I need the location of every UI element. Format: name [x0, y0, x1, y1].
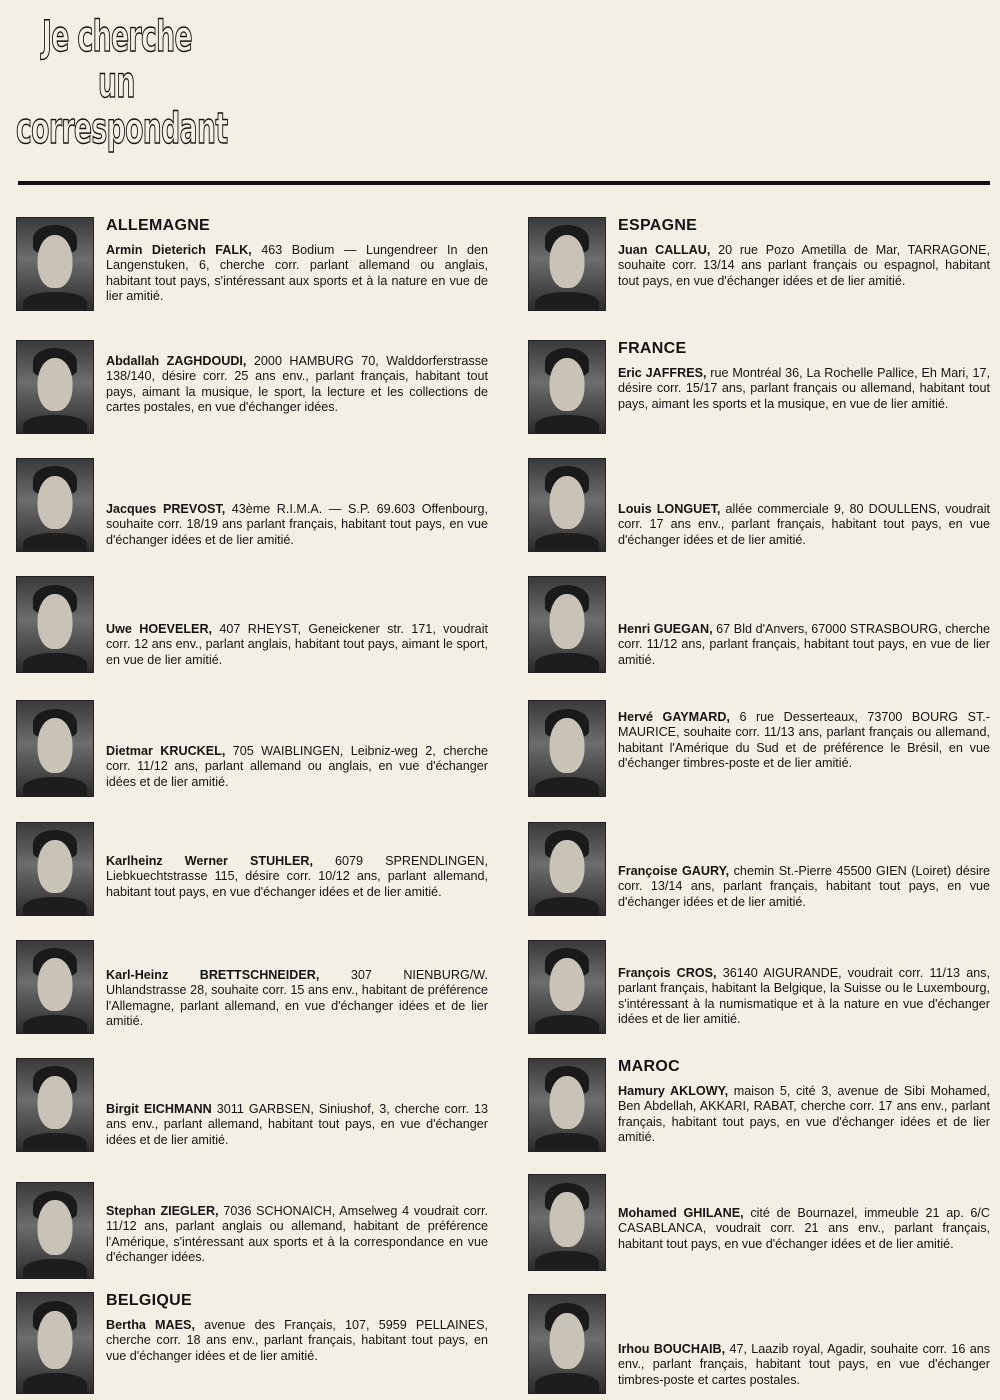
listing-details: 463 Bodium — Lungendreer In den Langenstuken, 6, cherche corr. parlant allemand ou anglais, habitant tout pays, s'intéressant aux sports et à la nature en vue de lier amitié.	[106, 243, 488, 304]
portrait-photo	[528, 1294, 606, 1394]
person-name: Abdallah ZAGHDOUDI,	[106, 354, 247, 368]
portrait-shoulders	[535, 1015, 599, 1034]
portrait-shoulders	[23, 1373, 87, 1394]
country-heading: ALLEMAGNE	[106, 217, 211, 234]
portrait-photo	[528, 340, 606, 434]
listing-details: 307 NIENBURG/W. Uhlandstrasse 28, souhaite corr. 15 ans env., habitant de préférence l'Allemagne, parlant allemand, en vue d'échanger idées et de lier amitié.	[106, 968, 488, 1029]
portrait-face	[38, 1311, 73, 1369]
portrait-photo	[528, 1058, 606, 1152]
portrait-photo	[16, 217, 94, 311]
listing-text	[106, 217, 488, 305]
portrait-face	[38, 1200, 73, 1255]
portrait-face	[550, 840, 585, 893]
portrait-face	[550, 958, 585, 1011]
title-line-1: Je cherche	[42, 12, 192, 62]
person-name: Louis LONGUET,	[618, 502, 721, 516]
portrait-photo	[528, 940, 606, 1034]
listing-body	[618, 966, 990, 1028]
listing-body	[106, 1318, 488, 1364]
person-name: Mohamed GHILANE,	[618, 1206, 744, 1220]
listing-details: 20 rue Pozo Ametilla de Mar, TARRAGONE, souhaite corr. 13/14 ans parlant français ou espagnol, habitant tout pays, en vue d'échanger idées et de lier amitié.	[618, 243, 991, 288]
listing-details: rue Montréal 36, La Rochelle Pallice, Eh Mari, 17, désire corr. 15/17 ans, parlant français ou allemand, habitant tout pays, aimant les sports et la musique, en vue de lier amitié.	[618, 366, 991, 411]
portrait-photo	[528, 458, 606, 552]
listing-body	[618, 366, 990, 412]
header-divider	[18, 181, 990, 185]
listing-text	[618, 966, 990, 1028]
country-heading: MAROC	[618, 1058, 680, 1075]
person-name: Bertha MAES,	[106, 1318, 195, 1332]
portrait-shoulders	[23, 777, 87, 797]
listing-text	[106, 1292, 488, 1364]
person-name: Hervé GAYMARD,	[618, 710, 730, 724]
country-heading: FRANCE	[618, 340, 687, 357]
listing-details: 67 Bld d'Anvers, 67000 STRASBOURG, cherche corr. 11/12 ans, parlant français, habitant tout pays, en vue de lier amitié.	[618, 622, 990, 667]
listing-text	[106, 854, 488, 900]
listing-text	[618, 217, 990, 289]
listing-text	[618, 622, 990, 668]
listing-body	[618, 502, 990, 548]
listing-text	[618, 710, 990, 772]
portrait-photo	[16, 1292, 94, 1394]
portrait-shoulders	[535, 1251, 599, 1271]
listing-details: allée commerciale 9, 80 DOULLENS, voudrait corr. 17 ans env., parlant français, habitant tout pays, en vue d'échanger idées et de lier amitié.	[618, 502, 991, 547]
portrait-face	[550, 476, 585, 529]
portrait-face	[38, 594, 73, 649]
listing-body	[618, 1206, 990, 1252]
listing-details: avenue des Français, 107, 5959 PELLAINES, cherche corr. 18 ans env., parlant français, habitant tout pays, en vue d'échanger idées et de lier amitié.	[106, 1318, 488, 1363]
portrait-shoulders	[535, 415, 599, 434]
listing-details: 3011 GARBSEN, Siniushof, 3, cherche corr. 13 ans env., parlant allemand, habitant tout pays, en vue d'échanger idées et de lier amitié.	[106, 1102, 488, 1147]
portrait-shoulders	[23, 653, 87, 673]
portrait-photo	[528, 700, 606, 797]
portrait-photo	[16, 576, 94, 673]
portrait-shoulders	[535, 533, 599, 552]
portrait-shoulders	[535, 653, 599, 673]
listing-body	[618, 864, 990, 910]
portrait-face	[550, 718, 585, 773]
portrait-face	[38, 718, 73, 773]
listing-text	[618, 340, 990, 412]
portrait-photo	[16, 1058, 94, 1152]
portrait-face	[38, 476, 73, 529]
listing-text	[106, 968, 488, 1030]
portrait-shoulders	[535, 777, 599, 797]
listing-body	[106, 1204, 488, 1266]
listing-details: 43ème R.I.M.A. — S.P. 69.603 Offenbourg, souhaite corr. 18/19 ans parlant français, habitant tout pays, en vue d'échanger idées et de lier amitié.	[106, 502, 488, 547]
person-name: Karl-Heinz BRETTSCHNEIDER,	[106, 968, 320, 982]
portrait-face	[38, 358, 73, 411]
listing-body	[106, 622, 488, 668]
portrait-shoulders	[535, 1133, 599, 1152]
country-heading: BELGIQUE	[106, 1292, 192, 1309]
portrait-photo	[16, 822, 94, 916]
listing-details: 7036 SCHONAICH, Amselweg 4 voudrait corr. 11/12 ans, parlant anglais ou allemand, habitant de préférence l'Amérique, s'intéressant aux sports et à la correspondance en vue d'échanger idées.	[106, 1204, 488, 1265]
person-name: Armin Dieterich FALK,	[106, 243, 252, 257]
portrait-shoulders	[535, 897, 599, 916]
portrait-face	[38, 1076, 73, 1129]
listing-text	[106, 744, 488, 790]
listing-body	[618, 710, 990, 772]
portrait-face	[550, 1192, 585, 1247]
listing-body	[106, 968, 488, 1030]
portrait-photo	[528, 217, 606, 311]
portrait-photo	[528, 822, 606, 916]
portrait-photo	[16, 458, 94, 552]
listing-body	[106, 854, 488, 900]
listing-text	[618, 502, 990, 548]
listing-text	[618, 1206, 990, 1252]
listing-text	[106, 1204, 488, 1266]
portrait-shoulders	[23, 897, 87, 916]
portrait-photo	[528, 1174, 606, 1271]
listing-body	[618, 1342, 990, 1388]
listing-body	[106, 744, 488, 790]
listing-details: maison 5, cité 3, avenue de Sibi Mohamed, Ben Abdellah, AKKARI, RABAT, cherche corr. 17 ans env., parlant français, habitant tout pays, en vue d'échanger idées et de lier amitié.	[618, 1084, 990, 1145]
portrait-photo	[16, 1182, 94, 1279]
person-name: Birgit EICHMANN	[106, 1102, 212, 1116]
person-name: Eric JAFFRES,	[618, 366, 707, 380]
listing-text	[618, 864, 990, 910]
listing-body	[106, 502, 488, 548]
person-name: Dietmar KRUCKEL,	[106, 744, 226, 758]
listing-text	[618, 1342, 990, 1388]
person-name: François CROS,	[618, 966, 717, 980]
portrait-shoulders	[23, 415, 87, 434]
country-heading: ESPAGNE	[618, 217, 698, 234]
listing-details: cité de Bournazel, immeuble 21 ap. 6/C CASABLANCA, voudrait corr. 21 ans env., parlant français, habitant tout pays, en vue d'échanger idées et de lier amitié.	[618, 1206, 990, 1251]
title-line-3: correspondant	[16, 104, 228, 154]
person-name: Irhou BOUCHAIB,	[618, 1342, 726, 1356]
portrait-face	[38, 958, 73, 1011]
portrait-face	[550, 1313, 585, 1370]
portrait-face	[550, 358, 585, 411]
listing-body	[618, 622, 990, 668]
listing-details: 36140 AIGURANDE, voudrait corr. 11/13 ans, parlant français, habitant la Belgique, la Suisse ou le Luxembourg, s'intéressant à la numismatique et à la nature en vue d'échanger idées et de lier amitié.	[618, 966, 991, 1027]
listing-body	[106, 1102, 488, 1148]
portrait-face	[38, 840, 73, 893]
person-name: Françoise GAURY,	[618, 864, 730, 878]
listing-details: 407 RHEYST, Geneickener str. 171, voudrait corr. 12 ans env., parlant anglais, habitant tout pays, aimant le sport, en vue de lier amitié.	[106, 622, 488, 667]
listing-details: 6079 SPRENDLINGEN, Liebkuechtstrasse 115, désire corr. 10/12 ans, parlant allemand, habitant tout pays, en vue d'échanger idées et de lier amitié.	[106, 854, 488, 899]
portrait-face	[38, 235, 73, 288]
portrait-shoulders	[535, 1373, 599, 1394]
title-line-2: un	[98, 58, 135, 108]
portrait-shoulders	[23, 292, 87, 311]
person-name: Jacques PREVOST,	[106, 502, 226, 516]
listing-text	[106, 502, 488, 548]
portrait-shoulders	[23, 1015, 87, 1034]
portrait-photo	[528, 576, 606, 673]
portrait-shoulders	[23, 1133, 87, 1152]
portrait-shoulders	[23, 533, 87, 552]
person-name: Henri GUEGAN,	[618, 622, 713, 636]
listing-body	[618, 1084, 990, 1146]
listing-body	[106, 243, 488, 305]
person-name: Uwe HOEVELER,	[106, 622, 213, 636]
portrait-face	[550, 594, 585, 649]
person-name: Juan CALLAU,	[618, 243, 711, 257]
listing-details: chemin St.-Pierre 45500 GIEN (Loiret) désire corr. 13/14 ans, parlant français, habitant tout pays, en vue d'échanger idées et de lier amitié.	[618, 864, 990, 909]
listing-details: 705 WAIBLINGEN, Leibniz-weg 2, cherche corr. 11/12 ans, parlant allemand ou anglais, en vue d'échanger idées et de lier amitié.	[106, 744, 489, 789]
portrait-photo	[16, 340, 94, 434]
listing-details: 6 rue Desserteaux, 73700 BOURG ST.-MAURICE, souhaite corr. 11/13 ans, parlant français ou allemand, habitant l'Amérique du Sud et de préférence le Brésil, en vue d'échanger timbres-poste et de lier amitié.	[618, 710, 990, 771]
listing-text	[106, 354, 488, 416]
person-name: Karlheinz Werner STUHLER,	[106, 854, 313, 868]
portrait-photo	[16, 940, 94, 1034]
person-name: Hamury AKLOWY,	[618, 1084, 729, 1098]
listing-body	[106, 354, 488, 416]
page-title	[16, 14, 316, 152]
listing-text	[618, 1058, 990, 1146]
listing-details: 2000 HAMBURG 70, Walddorferstrasse 138/140, désire corr. 25 ans env., parlant français, habitant tout pays, aimant la musique, le sport, la lecture et les collections de cartes postales, en vue d'échanger idées.	[106, 354, 489, 415]
portrait-face	[550, 1076, 585, 1129]
listing-body	[618, 243, 990, 289]
portrait-shoulders	[23, 1259, 87, 1279]
portrait-photo	[16, 700, 94, 797]
portrait-shoulders	[535, 292, 599, 311]
listing-text	[106, 622, 488, 668]
portrait-face	[550, 235, 585, 288]
listing-text	[106, 1102, 488, 1148]
listing-details: 47, Laazib royal, Agadir, souhaite corr. 16 ans env., parlant français, habitant tout pays, en vue d'échanger timbres-poste et cartes postales.	[618, 1342, 990, 1387]
person-name: Stephan ZIEGLER,	[106, 1204, 219, 1218]
